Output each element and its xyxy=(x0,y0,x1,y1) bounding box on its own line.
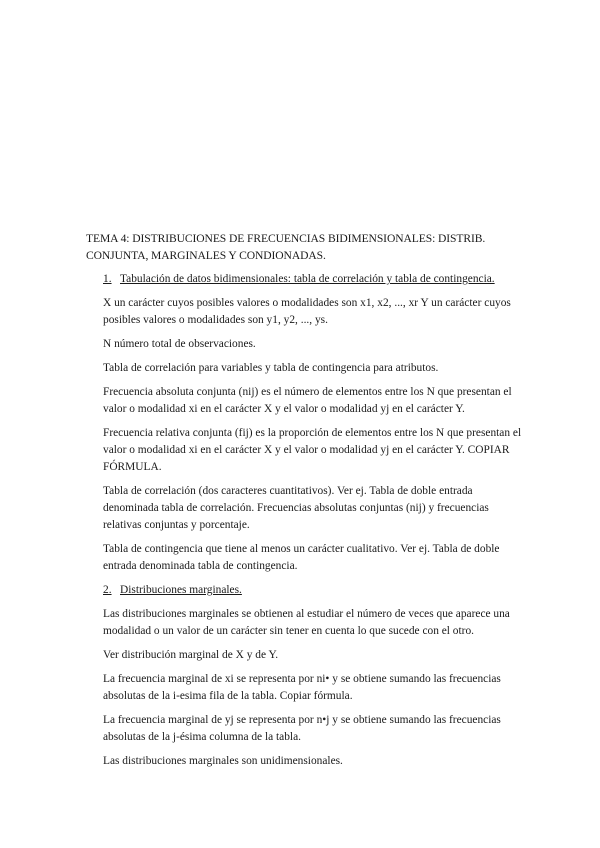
paragraph-unidimensionales: Las distribuciones marginales son unidimensionales. xyxy=(103,755,343,767)
paragraph-tabla-contingencia: Tabla de contingencia que tiene al menos un carácter cualitativo. Ver ej. Tabla de doble entrada denominada tabla de contingencia. xyxy=(103,543,500,572)
section-heading-text: Distribuciones marginales. xyxy=(120,584,242,596)
paragraph-frecuencia-relativa: Frecuencia relativa conjunta (fij) es la proporción de elementos entre los N que presentan el valor o modalidad xi en el carácter X y el valor o modalidad yj en el carácter Y. COPIAR FÓRMULA. xyxy=(103,427,522,473)
paragraph-ver-distribucion: Ver distribución marginal de X y de Y. xyxy=(103,649,279,661)
section-heading-marginales xyxy=(103,582,526,599)
paragraph-caracteres: X un carácter cuyos posibles valores o modalidades son x1, x2, ..., xr Y un carácter cuyos posibles valores o modalidades son y1, y2, ..., ys. xyxy=(103,297,511,326)
paragraph-frecuencia-marginal-x: La frecuencia marginal de xi se representa por ni• y se obtiene sumando las frecuencias absolutas de la i-esima fila de la tabla. Copiar fórmula. xyxy=(103,673,501,702)
section-number: 2. xyxy=(103,584,112,596)
paragraph-total-observaciones: N número total de observaciones. xyxy=(103,338,256,350)
section-heading-tabulacion xyxy=(103,271,526,288)
paragraph-tabla-correlacion: Tabla de correlación (dos caracteres cuantitativos). Ver ej. Tabla de doble entrada denominada tabla de correlación. Frecuencias absolutas conjuntas (nij) y frecuencias relativas conjuntas y porcentaje. xyxy=(103,485,489,531)
paragraph-frecuencia-absoluta: Frecuencia absoluta conjunta (nij) es el número de elementos entre los N que presentan el valor o modalidad xi en el carácter X y el valor o modalidad yj en el carácter Y. xyxy=(103,386,512,415)
paragraph-tipos-tabla: Tabla de correlación para variables y tabla de contingencia para atributos. xyxy=(103,362,439,374)
paragraph-definicion-marginales: Las distribuciones marginales se obtienen al estudiar el número de veces que aparece una modalidad o un valor de un carácter sin tener en cuenta lo que sucede con el otro. xyxy=(103,608,510,637)
paragraph-frecuencia-marginal-y: La frecuencia marginal de yj se representa por n•j y se obtiene sumando las frecuencias absolutas de la j-ésima columna de la tabla. xyxy=(103,714,501,743)
section-number: 1. xyxy=(103,273,112,285)
document-title: TEMA 4: DISTRIBUCIONES DE FRECUENCIAS BIDIMENSIONALES: DISTRIB. CONJUNTA, MARGINALES Y CONDIONADAS. xyxy=(86,232,486,262)
document-content xyxy=(86,230,526,777)
section-heading-text: Tabulación de datos bidimensionales: tabla de correlación y tabla de contingencia. xyxy=(120,273,495,285)
